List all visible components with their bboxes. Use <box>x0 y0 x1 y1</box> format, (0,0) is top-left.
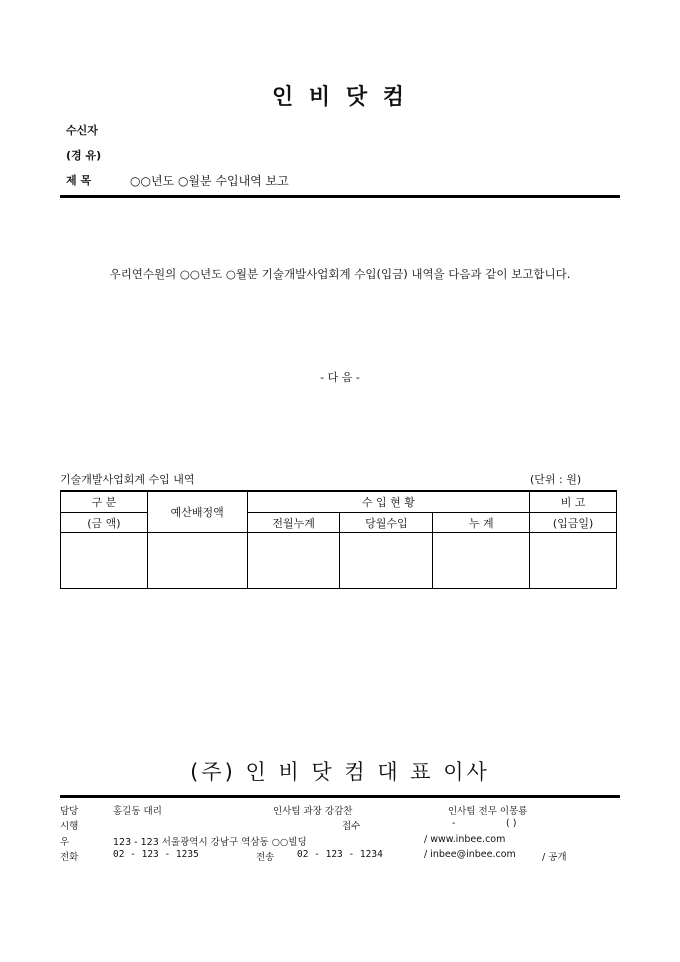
header-divider <box>60 195 620 198</box>
col-remark-bottom: (입금일) <box>530 513 617 533</box>
disclosure: / 공개 <box>542 852 567 863</box>
subject-label: 제 목 <box>66 174 92 187</box>
table-cell <box>433 533 530 589</box>
email: / inbee@inbee.com <box>424 849 516 860</box>
table-cell <box>340 533 433 589</box>
postal-label: 우 <box>60 837 70 848</box>
col-income-group: 수 입 현 황 <box>247 491 529 513</box>
income-table <box>60 490 617 589</box>
col-remark-top: 비 고 <box>530 491 617 513</box>
manager-approval: 인사팀 과장 강감찬 <box>273 806 353 817</box>
phone-label: 전화 <box>60 852 79 863</box>
staff-name: 홍길동 대리 <box>113 806 162 817</box>
footer-divider <box>60 795 620 798</box>
table-cell <box>530 533 617 589</box>
recipient-label: 수신자 <box>66 124 98 137</box>
table-unit: (단위 : 원) <box>530 473 582 486</box>
website: / www.inbee.com <box>424 834 506 845</box>
director-approval: 인사팀 전무 이몽룡 <box>448 806 528 817</box>
table-cell <box>247 533 340 589</box>
col-cumulative: 누 계 <box>433 513 530 533</box>
next-heading: - 다 음 - <box>320 371 360 384</box>
receipt-dash: - <box>452 818 456 829</box>
fax-number: 02 - 123 - 1234 <box>297 849 383 860</box>
staff-label: 담당 <box>60 806 79 817</box>
table-cell <box>61 533 148 589</box>
col-category-top: 구 분 <box>61 491 148 513</box>
receipt-label: 접수 <box>342 821 361 832</box>
table-cell <box>147 533 247 589</box>
receipt-paren: ( ) <box>506 818 517 829</box>
table-caption: 기술개발사업회계 수입 내역 <box>60 473 195 486</box>
phone-number: 02 - 123 - 1235 <box>113 849 199 860</box>
col-category-bottom: (금 액) <box>61 513 148 533</box>
col-prev-cumulative: 전월누계 <box>247 513 340 533</box>
ceo-signature-line: (주) 인 비 닷 컴 대 표 이사 <box>190 760 490 784</box>
col-budget: 예산배정액 <box>147 491 247 533</box>
intro-paragraph: 우리연수원의 ○○년도 ○월분 기술개발사업회계 수입(입금) 내역을 다음과 같이 보고합니다. <box>109 267 571 281</box>
subject-value: ○○년도 ○월분 수입내역 보고 <box>130 174 289 188</box>
address: 123 - 123 서울광역시 강남구 역삼동 ○○빌딩 <box>113 837 307 848</box>
col-this-month: 당월수입 <box>340 513 433 533</box>
organization-title: 인 비 닷 컴 <box>272 84 408 110</box>
enforce-label: 시행 <box>60 821 79 832</box>
fax-label: 전송 <box>256 852 275 863</box>
via-label: (경 유) <box>66 149 102 162</box>
